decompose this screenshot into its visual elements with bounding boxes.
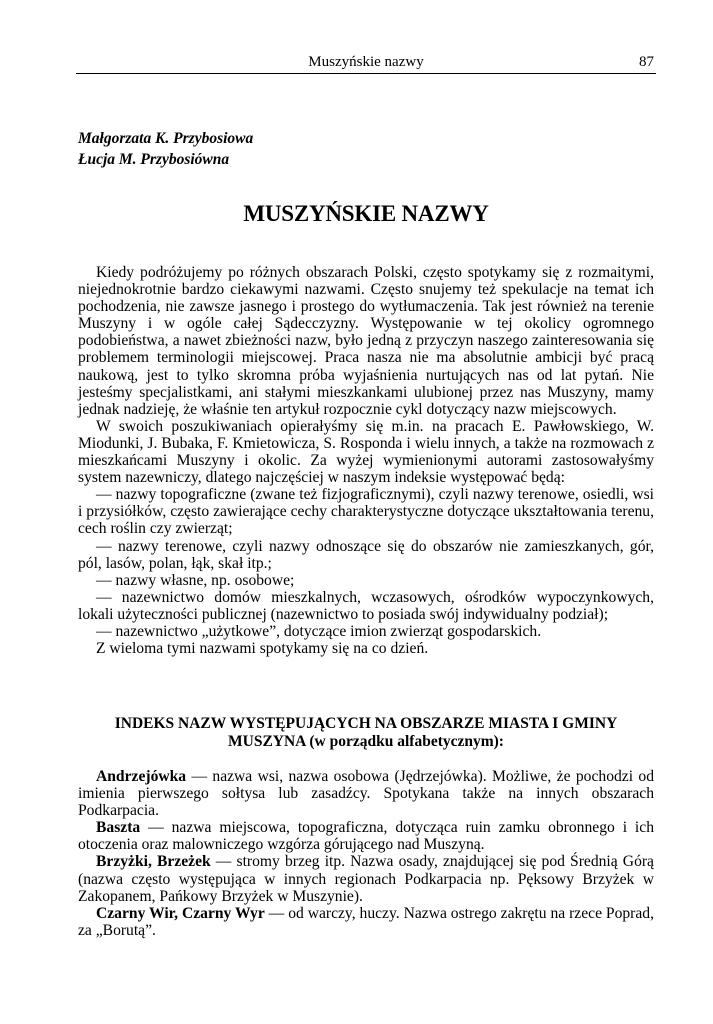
article-body [78,264,654,657]
index-entry [78,853,654,904]
list-item: — nazewnictwo „użytkowe”, dotyczące imion zwierząt gospodarskich. [96,622,542,640]
entry-definition: — nazwa miejscowa, topograficzna, dotycząca ruin zamku obronnego i ich otoczenia oraz malowniczego wzgórza górującego nad Muszyną. [78,819,654,854]
article-title: MUSZYŃSKIE NAZWY [243,201,489,226]
running-header [76,52,656,72]
entry-term: Czarny Wir, Czarny Wyr [96,904,265,922]
header-rule [76,73,656,74]
index-entries [78,768,654,939]
entry-term: Andrzejówka [96,768,187,785]
paragraph: Kiedy podróżujemy po różnych obszarach Polski, często spotykamy się z rozmaitymi, niejednokrotnie bardzo ciekawymi nazwami. Często snujemy też spekulacje na temat ich pochodzenia, nie zawsze jasnego i prostego do wytłumaczenia. Tak jest również na terenie Muszyny i w ogóle całej Sądecczyzny. Występowanie w tej okolicy ogromnego podobieństwa, a nawet zbieżności nazw, było jedną z przyczyn naszego zainteresowania się problemem terminologii miejscowej. Praca nasza nie ma absolutnie ambicji być pracą naukową, jest to tylko skromna próba wyjaśnienia nurtujących nas od lat pytań. Nie jesteśmy specjalistkami, ani stałymi mieszkankami ulubionej przez nas Muszyny, mamy jednak nadzieję, że właśnie ten artykuł rozpocznie cykl dotyczący nazw miejscowych. [78,264,654,418]
index-entry [78,768,654,819]
author-name: Łucja M. Przybosiówna [78,151,230,168]
list-item: — nazwy terenowe, czyli nazwy odnoszące się do obszarów nie zamieszkanych, gór, pól, lasów, polan, łąk, skał itp.; [78,537,654,572]
entry-term: Baszta [96,819,141,837]
entry-term: Brzyżki, Brzeżek [96,853,211,871]
paragraph: W swoich poszukiwaniach opierałyśmy się m.in. na pracach E. Pawłowskiego, W. Miodunki, J. Bubaka, F. Kmietowicza, S. Rosponda i wielu innych, a także na rozmowach z mieszkańcami Muszyny i okolic. Za wyżej wymienionymi autorami zastosowałyśmy system nazewniczy, dlatego najczęściej w naszym indeksie występować będą: [78,417,654,487]
index-entry [78,905,654,939]
entry-definition: — stromy brzeg itp. Nazwa osady, znajdującej się pod Średnią Górą (nazwa często występująca w innych regionach Podkarpacia np. Pęksowy Brzyżek w Zakopanem, Pańkowy Brzyżek w Muszynie). [78,853,654,905]
running-title: Muszyńskie nazwy [308,54,424,70]
author-name: Małgorzata K. Przybosiowa [78,130,254,147]
index-heading: INDEKS NAZW WYSTĘPUJĄCYCH NA OBSZARZE MIASTA I GMINY MUSZYNA (w porządku alfabetycznym): [114,715,618,750]
entry-definition: — nazwa wsi, nazwa osobowa (Jędrzejówka). Możliwe, że pochodzi od imienia pierwszego sołtysa lub zasadźcy. Spotykana także na innych obszarach Podkarpacia. [78,768,654,820]
list-item: — nazwy własne, np. osobowe; [96,571,295,589]
index-entry [78,819,654,853]
list-item: — nazewnictwo domów mieszkalnych, wczasowych, ośrodków wypoczynkowych, lokali użyteczności publicznej (nazewnictwo to posiada swój indywidualny podział); [78,588,654,623]
entry-definition: — od warczy, huczy. Nazwa ostrego zakrętu na rzece Poprad, za „Borutą”. [78,904,654,939]
list-item: — nazwy topograficzne (zwane też fizjograficznymi), czyli nazwy terenowe, osiedli, wsi i przysiółków, często zawierające cechy charakterystyczne dotyczące ukształtowania terenu, cech roślin czy zwierząt; [78,486,654,538]
page-number: 87 [639,54,654,70]
author-list [78,128,253,170]
paragraph: Z wieloma tymi nazwami spotykamy się na co dzień. [96,640,429,658]
